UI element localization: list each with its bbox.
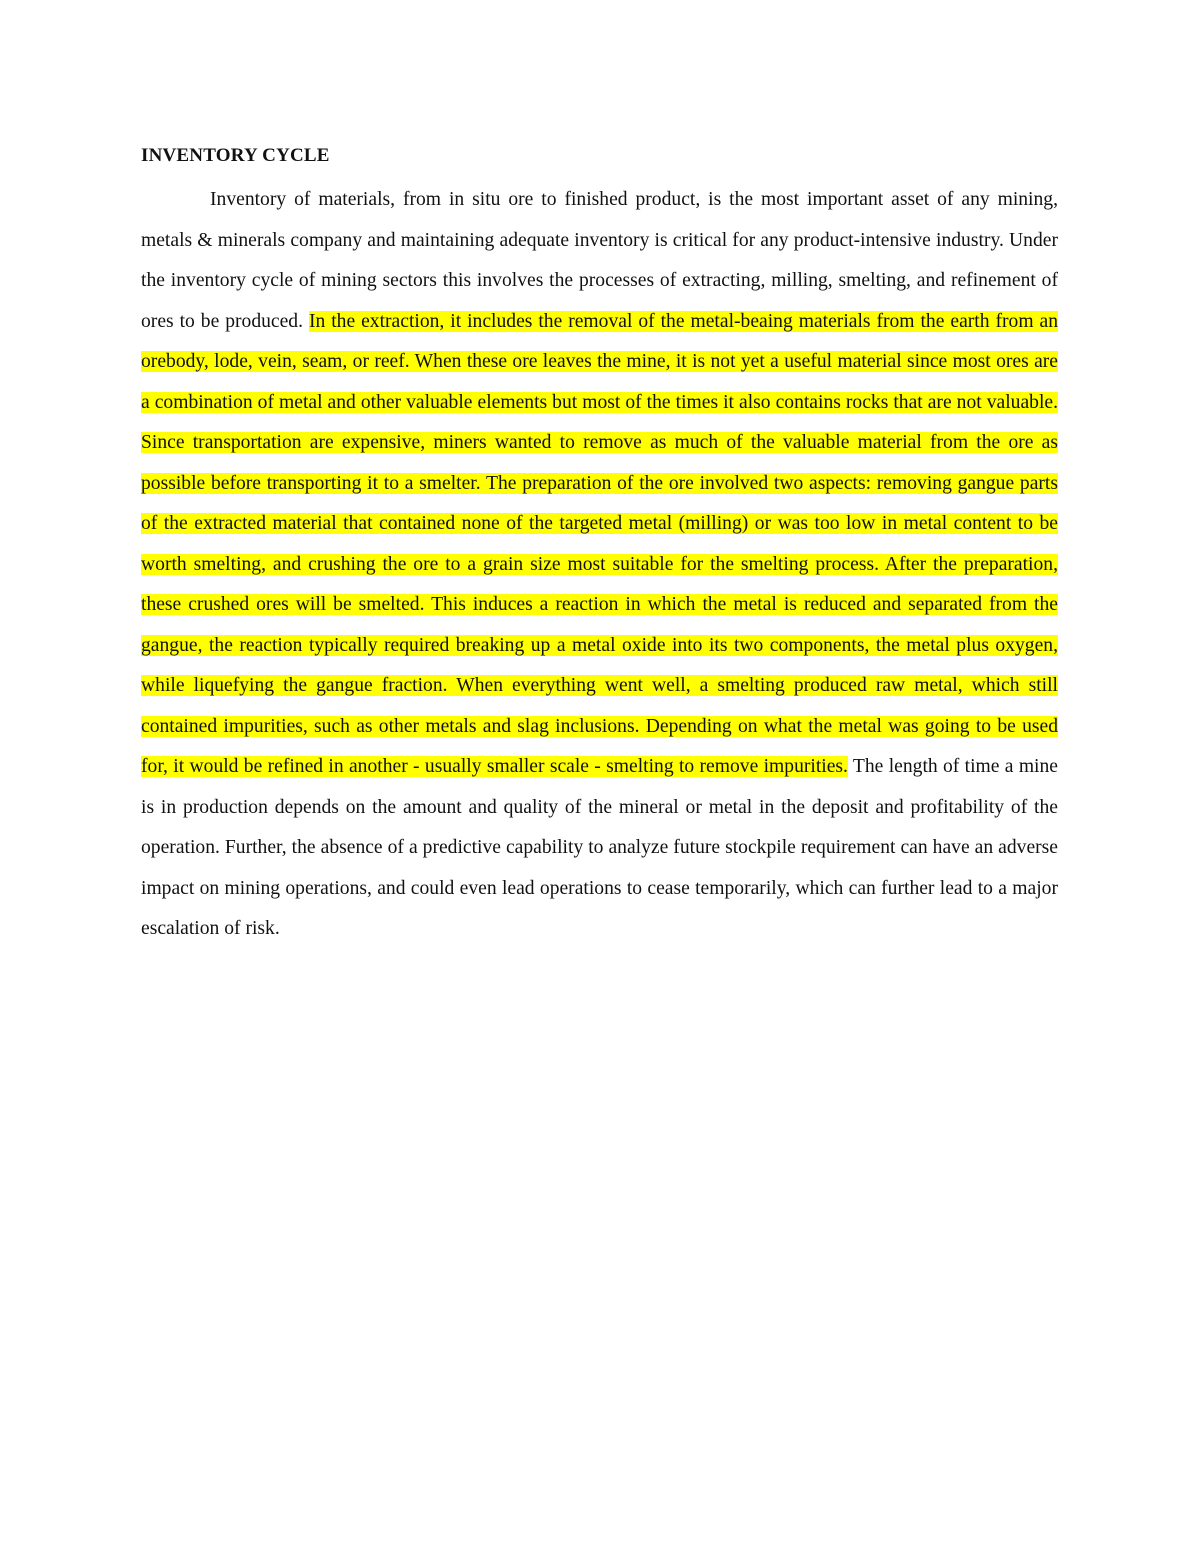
document-heading: INVENTORY CYCLE — [141, 145, 330, 166]
document-content — [141, 138, 1058, 950]
highlighted-text: In the extraction, it includes the removal of the metal-beaing materials from the earth from an orebody, lode, vein, seam, or reef. When these ore leaves the mine, it is not yet a useful material since most ores are a combination of metal and other valuable elements but most of the times it also contains rocks that are not valuable. Since transportation are expensive, miners wanted to remove as much of the valuable material from the ore as possible before transporting it to a smelter. The preparation of the ore involved two aspects: removing gangue parts of the extracted material that contained none of the targeted metal (milling) or was too low in metal content to be worth smelting, and crushing the ore to a grain size most suitable for the smelting process. After the preparation, these crushed ores will be smelted. This induces a reaction in which the metal is reduced and separated from the gangue, the reaction typically required breaking up a metal oxide into its two components, the metal plus oxygen, while liquefying the gangue fraction. When everything went well, a smelting produced raw metal, which still contained impurities, such as other metals and slag inclusions. Depending on what the metal was going to be used for, it would be refined in another - usually smaller scale - smelting to remove impurities. — [141, 310, 1058, 777]
paragraph-intro-text: Inventory of materials, from in situ ore to finished product, is the most important asset of any mining, metals & minerals company and maintaining adequate inventory is critical for any product-intensive industry. Under the inventory cycle of mining sectors this involves the processes of extracting, milling, smelting, and refinement of ores to be produced. — [141, 189, 1058, 332]
paragraph-outro-text: The length of time a mine is in production depends on the amount and quality of the mineral or metal in the deposit and profitability of the operation. Further, the absence of a predictive capability to analyze future stockpile requirement can have an adverse impact on mining operations, and could even lead operations to cease temporarily, which can further lead to a major escalation of risk. — [141, 756, 1058, 939]
body-paragraph — [141, 180, 1058, 950]
